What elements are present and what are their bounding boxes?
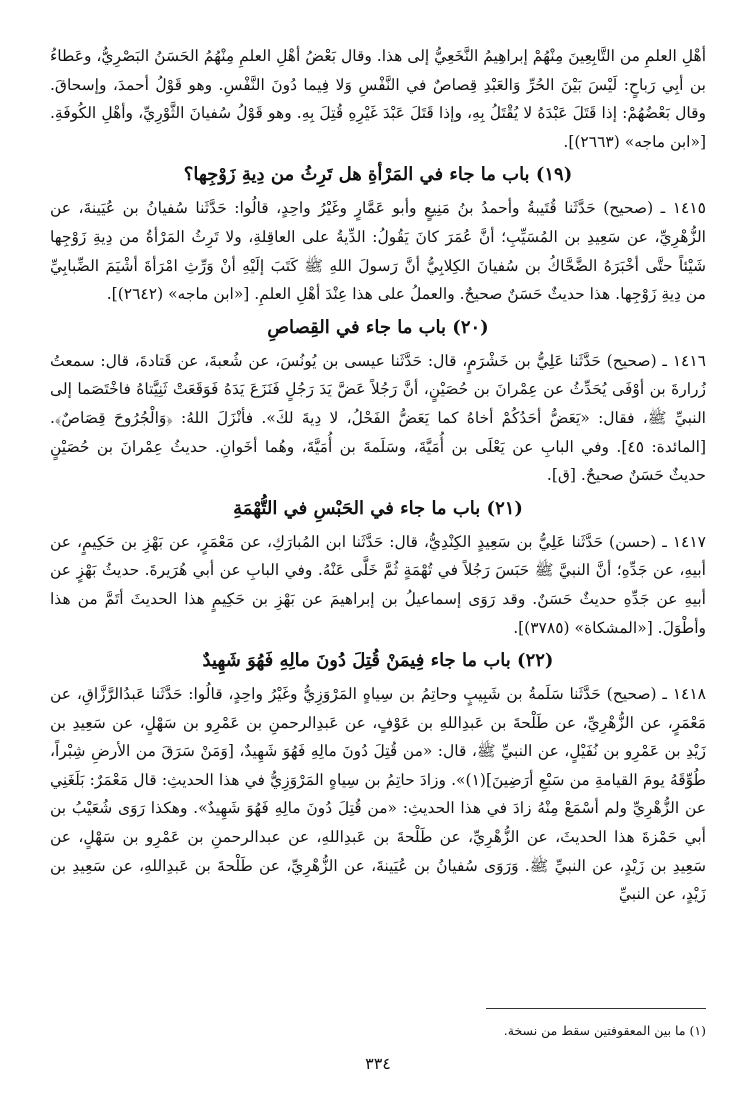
hadith-1418: ١٤١٨ ـ (صحيح) حَدَّثَنا سَلَمةُ بن شَبِيبٍ وحاتِمُ بن سِياهٍ المَرْوَزِيُّ وغَيْرُ واحِدٍ، قالُوا: حَدَّثَنا عَبدُالرَّزَّاقِ، عن مَعْمَرٍ، عن الزُّهْرِيِّ، عن طَلْحةَ بن عَبدِاللهِ بن عَوْفٍ، عن عَبدِالرحمنِ بن عَمْرِو بن سَهْلٍ، عن سَعِيدِ بن زَيْدِ بن عَمْرِو بن نُفَيْلٍ، عن النبيِّ ﷺ، قال: «من قُتِلَ دُونَ مالِهِ فَهُوَ شَهِيدٌ، [وَمَنْ سَرَقَ من الأرضِ شِبْراً، طُوِّقَهُ يومَ القيامةِ من سَبْعِ أرَضِينَ](١)». وزادَ حاتِمُ بن سِياهٍ المَرْوَزِيُّ في هذا الحديثِ: قال مَعْمَرٌ: بَلَغَنِي عن الزُّهْرِيِّ ولم أسْمَعْ مِنْهُ زادَ في هذا الحديثِ: «من قُتِلَ دُونَ مالِهِ فَهُوَ شَهِيدٌ». وهكذا رَوَى شُعَيْبُ بن أبي حَمْزةَ هذا الحديثَ، عن الزُّهْرِيِّ، عن طَلْحةَ بن عَبدِاللهِ، عن عبدالرحمنِ بن عَمْرِو بن سَهْلٍ، عن سَعِيدِ بن زَيْدٍ، عن النبيِّ ﷺ. وَرَوَى سُفيانُ بن عُيَينةَ، عن الزُّهْرِيِّ، عن طَلْحةَ بن عَبدِاللهِ، عن سَعِيدِ بن زَيْدٍ، عن النبيِّ [50, 685, 706, 904]
chapter-title-22: (٢٢) باب ما جاء فِيمَنْ قُتِلَ دُونَ مالِهِ فَهُوَ شَهِيدٌ [202, 650, 554, 672]
hadith-1415: ١٤١٥ ـ (صحيح) حَدَّثَنا قُتَيبةُ وأحمدُ بنُ مَنِيعٍ وأبو عَمَّارٍ وغَيْرُ واحِدٍ، قالُوا: حَدَّثَنا سُفيانُ بن عُيَينةَ، عن الزُّهْرِيِّ، عن سَعِيدِ بن المُسَيِّبِ؛ أنَّ عُمَرَ كانَ يَقُولُ: الدِّيةُ على العاقِلةِ، ولا تَرِثُ المَرْأةُ من دِيةِ زَوْجِها شَيْئاً حتَّى أخْبَرَهُ الضَّحَّاكُ بن سُفيانَ الكِلابِيُّ أنَّ رَسولَ اللهِ ﷺ كَتَبَ إلَيْهِ أنْ وَرِّثِ امْرَأةَ أشْيَمَ الضِّبابِيِّ من دِيةِ زَوْجِها. هذا حديثٌ حَسَنٌ صحيحٌ. والعملُ على هذا عِنْدَ أهْلِ العلمِ. [«ابن ماجه» (٢٦٤٢)]. [50, 199, 706, 304]
hadith-1417: ١٤١٧ ـ (حسن) حَدَّثَنا عَلِيُّ بن سَعِيدٍ الكِنْدِيُّ، قال: حَدَّثَنا ابن المُبارَكِ، عن مَعْمَرٍ، عن بَهْزِ بن حَكِيمٍ، عن أبيهِ، عن جَدِّهِ؛ أنَّ النبيَّ ﷺ حَبَسَ رَجُلاً في تُهْمَةٍ ثُمَّ خَلَّى عَنْهُ. وفي البابِ عن أبي هُرَيرةَ. حديثُ بَهْزٍ عن أبيهِ عن جَدِّهِ حديثٌ حَسَنٌ. وقد رَوَى إسماعيلُ بن إبراهيمَ عن بَهْزِ بن حَكِيمٍ هذا الحديثَ أتَمَّ من هذا وأطْوَلَ. [«المشكاة» (٣٧٨٥)]. [50, 532, 706, 637]
chapter-title-21: (٢١) باب ما جاء في الحَبْسِ في التُّهْمَةِ [233, 497, 523, 519]
hadith-1416: ١٤١٦ ـ (صحيح) حَدَّثَنا عَلِيُّ بن خَشْرَمٍ، قال: حَدَّثَنا عيسى بن يُونُسَ، عن شُعبةَ، عن قَتادةَ، قال: سمعتُ زُرارةَ بن أوْفَى يُحَدِّثُ عن عِمْرانَ بن حُصَيْنٍ، أنَّ رَجُلاً عَضَّ يَدَ رَجُلٍ فَنَزَعَ يَدَهُ فَوَقَعَتْ ثَنِيَّتاهُ فاخْتَصَما إلى النبيِّ ﷺ، فقال: «يَعَضُّ أحَدُكُمْ أخاهُ كما يَعَضُّ الفَحْلُ، لا دِيةَ لكَ». فأنْزَلَ اللهُ: ﴿وَالْجُرُوحَ قِصَاصٌ﴾. [المائدة: ٤٥]. وفي البابِ عن يَعْلَى بن أُمَيَّةَ، وسَلَمةَ بن أُمَيَّةَ، وهُما أخَوانِ. حديثُ عِمْرانَ بن حُصَيْنٍ حديثٌ حَسَنٌ صحيحٌ. [ق]. [50, 351, 706, 485]
footnote-divider [486, 1008, 706, 1009]
page-number: ٣٣٤ [365, 1054, 391, 1073]
intro-paragraph: أهْلِ العلمِ من التَّابِعِينَ مِنْهُمْ إبراهِيمُ النَّخَعِيُّ إلى هذا. وقال بَعْضُ أهْلِ العلمِ مِنْهُمُ الحَسَنُ البَصْرِيُّ، وعَطاءُ بن أبِي رَباحٍ: لَيْسَ بَيْنَ الحُرِّ وَالعَبْدِ قِصاصٌ في النَّفْسِ وَلا فِيما دُونَ النَّفْسِ. وهو قَوْلُ أحمدَ، وإسحاقَ. وقال بَعْضُهُمْ: إذا قَتَلَ عَبْدَهُ لا يُقْتَلُ بِهِ، وإذا قَتَلَ عَبْدَ غَيْرِهِ قُتِلَ بِهِ. وهو قَوْلُ سُفيانَ الثَّوْرِيِّ، وأهْلِ الكُوفَةِ. [«ابن ماجه» (٢٦٦٣)]. [50, 47, 706, 151]
chapter-title-19: (١٩) باب ما جاء في المَرْأةِ هل تَرِثُ من دِيةِ زَوْجِها؟ [183, 164, 573, 186]
chapter-title-20: (٢٠) باب ما جاء في القِصاصِ [267, 316, 489, 338]
footnote: (١) ما بين المعقوفتين سقط من نسخة. [503, 1023, 706, 1038]
